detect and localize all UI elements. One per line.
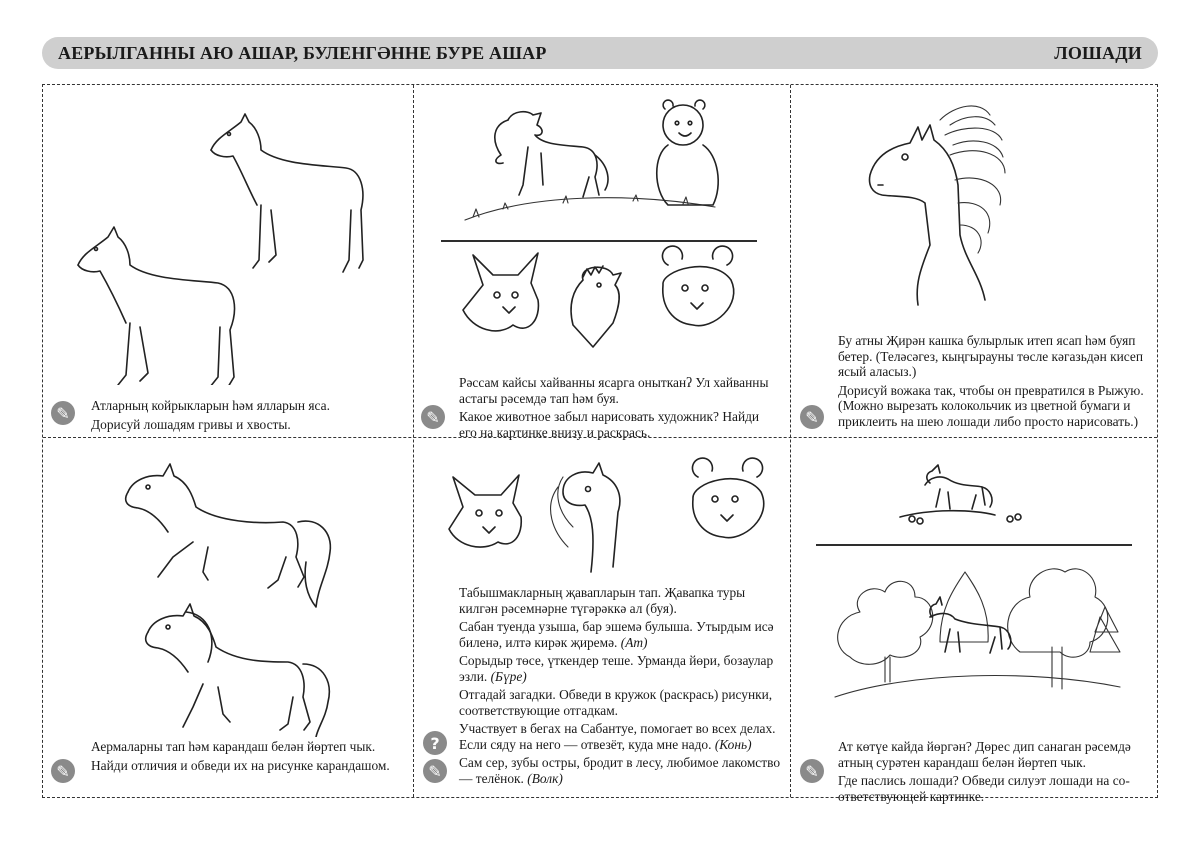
question-icon: ? — [423, 731, 447, 755]
pencil-icon: ✎ — [800, 405, 824, 429]
cell-4-russian: Найди отличия и обведи их на рисунке карандашом. — [91, 757, 390, 773]
cell-3-text — [838, 333, 1150, 432]
cell-3 — [790, 85, 1159, 437]
horse-and-bear-illustration — [413, 85, 790, 360]
pencil-icon: ✎ — [421, 405, 445, 429]
wolf-head-drawing — [463, 253, 538, 331]
cell-6-text — [838, 739, 1150, 807]
horse-top-drawing — [126, 464, 331, 607]
answer-wolf-tat: (Бүре) — [490, 668, 527, 684]
cell-5-russian-riddle-2: Сам сер, зубы остры, бродит в лесу, любимое лакомство — телёнок. (Волк) — [459, 755, 781, 786]
pasture-scenes-illustration — [790, 437, 1159, 727]
cell-3-tatar: Бу атны Җирән кашка булырлык итеп ясап һәм буяп бетер. (Теләсәгез, кыңгырауны төсле кәгазьдән кисеп ясый аласыз.) — [838, 333, 1143, 379]
bear-head-drawing — [662, 246, 733, 326]
horse-face-drawing — [563, 463, 620, 572]
cell-2-text — [459, 375, 779, 443]
horse-bottom-drawing — [146, 604, 330, 737]
cell-2 — [413, 85, 790, 440]
mane-face-drawing — [551, 477, 573, 547]
horse-outline-back — [211, 114, 363, 272]
grass-ground — [465, 195, 715, 220]
rooster-drawing — [571, 266, 621, 347]
cell-4-tatar: Аермаларны тап һәм карандаш белән йөртеп чык. — [91, 739, 376, 754]
cell-5-text — [459, 585, 781, 789]
horse-drawing — [495, 112, 608, 197]
cell-6-tatar: Ат көтүе кайда йөргән? Дөрес дип санаган рәсемдә атның сурәтен карандаш белән йөртеп чык. — [838, 739, 1131, 770]
bear-drawing — [657, 100, 718, 205]
small-horse-meadow-drawing — [900, 465, 1021, 524]
cell-5 — [413, 437, 790, 799]
header-title-right: ЛОШАДИ — [1054, 42, 1142, 63]
header-title-left: АЕРЫЛГАННЫ АЮ АШАР, БУЛЕНГӘННЕ БУРЕ АШАР — [58, 42, 547, 63]
horse-head-drawing — [870, 125, 986, 305]
pencil-icon: ✎ — [51, 401, 75, 425]
two-horses-differences-illustration — [43, 437, 413, 737]
page-header — [42, 37, 1158, 69]
small-horse-forest-drawing — [930, 597, 1011, 653]
cell-5-tatar-riddle-2: Сорыдыр төсе, үткендер теше. Урманда йөри, бозаулар эзли. (Бүре) — [459, 653, 774, 684]
cell-4 — [43, 437, 413, 799]
pencil-icon: ✎ — [51, 759, 75, 783]
cell-2-tatar: Рәссам кайсы хайванны ясарга онытканʔ Ул хайванны астагы рәсемдә тап һәм буя. — [459, 375, 769, 406]
answer-horse-tat: (Ат) — [620, 634, 648, 650]
horses-no-mane-illustration — [43, 85, 413, 385]
pencil-icon: ✎ — [423, 759, 447, 783]
horse-outline-front — [78, 227, 234, 385]
cell-6-russian: Где паслись лошади? Обведи силуэт лошади на соответствующей картинке. — [838, 773, 1130, 804]
cell-5-russian-riddle-1: Участвует в бегах на Сабантуе, помогает во всех делах. Если сяду на него — отвезёт, куда мне надо. (Конь) — [459, 721, 776, 752]
cell-3-russian: Дорисуй вожака так, чтобы он превратился в Рыжую. (Можно вырезать колокольчик из цветной бумаги и приклеить на шею лошади либо просто нарисовать.) — [838, 382, 1144, 429]
mane-drawing — [940, 106, 1005, 253]
riddle-animals-illustration — [413, 437, 790, 577]
cell-5-tatar-intro: Табышмакларның җавапларын тап. Җавапка туры килгән рәсемнәрне түгәрәккә ал (буя). — [459, 585, 746, 616]
cell-1-tatar: Атларның койрыкларын һәм ялларын яса. — [91, 398, 330, 413]
cell-6 — [790, 437, 1159, 804]
wolf-face-drawing — [449, 475, 521, 547]
forest-scene-drawing — [835, 569, 1120, 697]
horse-head-mane-illustration — [790, 85, 1159, 325]
answer-horse-rus: (Конь) — [714, 736, 752, 752]
pencil-icon: ✎ — [800, 759, 824, 783]
cell-1-text — [91, 398, 401, 435]
worksheet-grid — [42, 84, 1158, 804]
cell-2-russian: Какое животное забыл нарисовать художник? Найди его на картинке внизу и раскрась. — [459, 409, 760, 440]
cell-4-text — [91, 739, 401, 776]
cell-5-russian-intro: Отгадай загадки. Обведи в кружок (раскрась) рисунки, соответствующие отгадкам. — [459, 687, 773, 718]
cell-1-russian: Дорисуй лошадям гривы и хвосты. — [91, 416, 291, 432]
bear-face-drawing — [692, 458, 763, 538]
cell-5-tatar-riddle-1: Сабан туенда узыша, бар эшемә булыша. Утырдым исә биленә, илтә кирәк җиремә. (Ат) — [459, 619, 774, 650]
cell-1 — [43, 85, 413, 437]
answer-wolf-rus: (Волк) — [527, 770, 563, 786]
